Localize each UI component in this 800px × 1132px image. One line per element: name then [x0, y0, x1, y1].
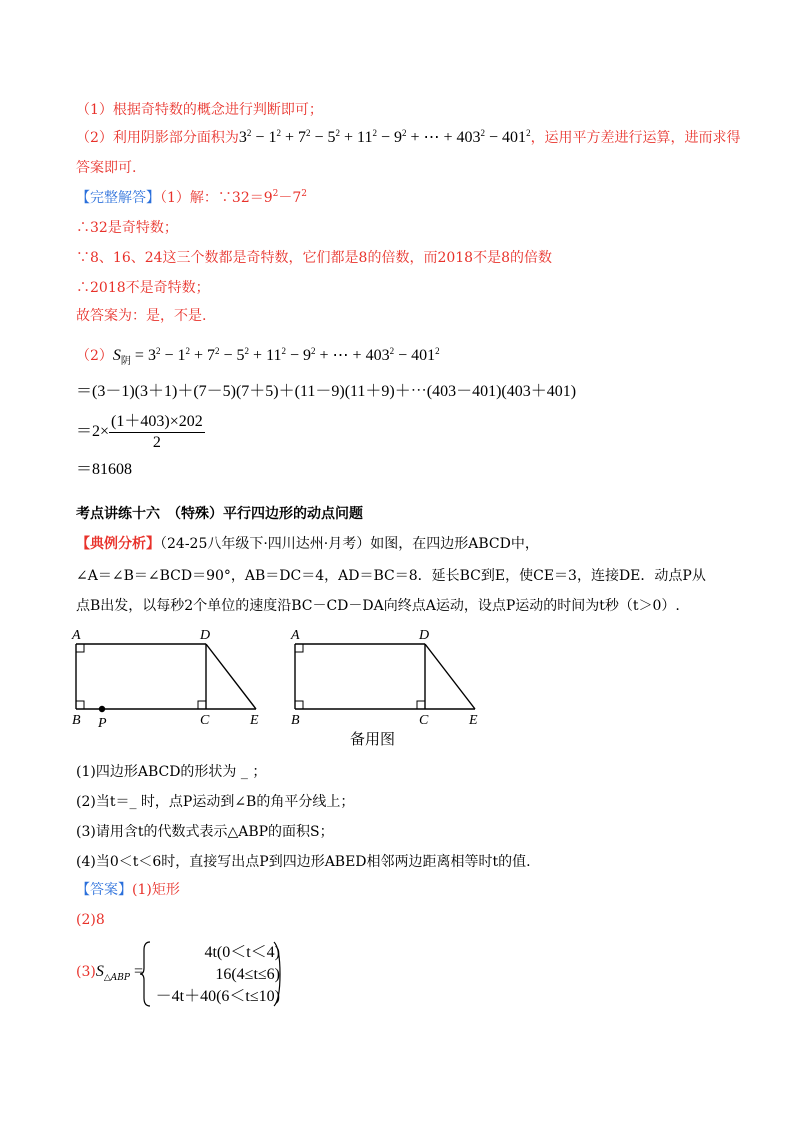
step-1: ＝(3－1)(3＋1)＋(7－5)(7＋5)＋(11－9)(11＋9)＋⋯(403－401)(403＋401) — [76, 383, 577, 400]
condition-line-2: 点B出发，以每秒2个单位的速度沿BC－CD－DA向终点A运动，设点P运动的时间为t秒（t＞0）. — [76, 598, 680, 614]
shaded-area-expression: $3^2 - 1^2 + 7^2 - 5^2 + 11^2 - 9^2$ + ⋯ + $403^2 - 401^2$ — [238, 128, 531, 146]
source-text: （24-25八年级下·四川达州·月考）如图，在四边形ABCD中， — [160, 536, 539, 552]
step-2-prefix: ＝2× — [76, 423, 110, 441]
example-tag: 【典例分析】 — [76, 536, 160, 552]
question-3: (3)请用含t的代数式表示△ABP的面积S； — [76, 824, 334, 840]
case-2: 16(4≤t≤6) — [215, 966, 280, 983]
solution-p1-prefix: （1）解：∵32＝9 — [160, 190, 273, 206]
label-D: D — [200, 628, 211, 643]
shaded-area-s: $S_阴 = 3^2 - 1^2 + 7^2 - 5^2 + 11^2 - 9^2$ + ⋯ + $403^2 - 401^2$ — [112, 346, 440, 368]
case-3: －4t＋40(6＜t≤10) — [155, 988, 280, 1005]
fraction-denominator: 2 — [152, 434, 161, 451]
label-A: A — [72, 628, 81, 643]
geometry-figure — [60, 624, 500, 754]
analysis-line-2-prefix: （2）利用阴影部分面积为 — [76, 130, 239, 146]
therefore-1: ∴32是奇特数； — [76, 220, 178, 236]
solution-part-2 — [76, 346, 440, 372]
analysis-line-3: 答案即可. — [76, 160, 137, 176]
analysis-line-2 — [76, 128, 741, 148]
step-3: ＝81608 — [76, 461, 133, 478]
backup-label-C: C — [419, 713, 429, 728]
area-subscript: △ABP — [103, 972, 130, 983]
area-symbol: S — [95, 963, 104, 980]
backup-caption: 备用图 — [350, 730, 396, 748]
answer-tag: 【答案】 — [76, 882, 132, 898]
figure-backup — [295, 644, 475, 709]
analysis-line-1: （1）根据奇特数的概念进行判断即可； — [76, 102, 323, 118]
figure-main — [76, 644, 256, 712]
label-P: P — [98, 716, 107, 731]
answer-line-3: $(3)S_{\triangle ABP}$ = — [76, 963, 143, 983]
answer-1-text: (1)矩形 — [132, 882, 180, 898]
therefore-2: ∴2018不是奇特数； — [76, 280, 210, 296]
analysis-line-2-suffix: ，运用平方差进行运算，进而求得 — [530, 130, 741, 146]
section-title: 考点讲练十六 （特殊）平行四边形的动点问题 — [76, 506, 363, 522]
backup-label-D: D — [419, 628, 430, 643]
solution-p1-mid: －7 — [278, 190, 302, 206]
answer-1: 故答案为：是，不是. — [76, 308, 207, 324]
step-2-fraction — [109, 412, 205, 453]
backup-label-E: E — [469, 713, 478, 728]
label-B: B — [72, 713, 81, 728]
question-1: (1)四边形ABCD的形状为 _ ； — [76, 764, 267, 780]
backup-label-A: A — [291, 628, 300, 643]
condition-line-1: ∠A＝∠B＝∠BCD＝90°，AB＝DC＝4，AD＝BC＝8．延长BC到E，使CE＝3，连接DE．动点P从 — [76, 568, 706, 584]
piecewise-cases — [150, 942, 280, 1008]
answer-3-label: (3) — [76, 964, 96, 980]
backup-label-B: B — [291, 713, 300, 728]
step-2 — [76, 412, 205, 453]
p2-label: （2） — [76, 348, 113, 364]
question-4: (4)当0＜t＜6时，直接写出点P到四边形ABED相邻两边距离相等时t的值. — [76, 854, 531, 870]
question-2: (2)当t＝_ 时，点P运动到∠B的角平分线上； — [76, 794, 355, 810]
source-line — [76, 534, 539, 554]
because-2: ∵8、16、24这三个数都是奇特数，它们都是8的倍数，而2018不是8的倍数 — [76, 250, 552, 266]
fraction-numerator: (1＋403)×202 — [109, 412, 205, 433]
solution-tag: 【完整解答】 — [76, 190, 160, 206]
label-C: C — [200, 713, 210, 728]
label-E: E — [250, 713, 259, 728]
answer-line-2: (2)8 — [76, 912, 105, 928]
answer-line-1 — [76, 880, 180, 900]
solution-part-1: 【完整解答】（1）解：$\because 32=9^2-7^2$ — [76, 189, 308, 206]
case-1: 4t(0＜t＜4) — [204, 944, 280, 961]
